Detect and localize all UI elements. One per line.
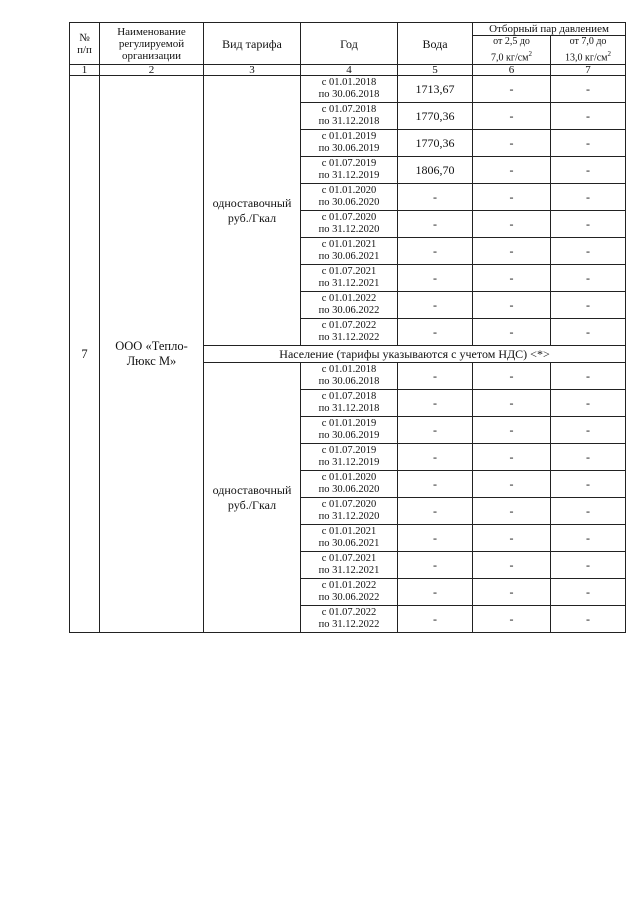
period-cell [301,130,398,157]
steam-high-value: - [551,579,626,606]
header-steam-low: от 2,5 до 7,0 $кг/см^2$ [473,36,551,65]
steam-low-value: - [473,103,551,130]
tariff-row [70,76,626,103]
steam-low-value: - [473,265,551,292]
steam-low-value: - [473,211,551,238]
steam-high-value: - [551,471,626,498]
period-cell [301,184,398,211]
column-numbers-row [70,65,626,76]
population-section-title: Население (тарифы указываются с учетом НДС) <*> [204,346,626,363]
header-organization: Наименование регулируемой организации [100,23,204,65]
water-tariff-value: - [398,498,473,525]
text-line: по 30.06.2020 [318,484,380,496]
text-line: по 30.06.2021 [318,251,380,263]
text-line: Люкс М» [126,354,177,369]
period-cell [301,471,398,498]
text-line: с 01.01.2021 [321,526,377,538]
water-tariff-value: - [398,606,473,633]
text-line: с 01.07.2020 [321,499,377,511]
period-cell [301,76,398,103]
steam-high-value: - [551,444,626,471]
text-line: по 31.12.2021 [318,565,380,577]
steam-low-value: - [473,579,551,606]
text-line: с 01.01.2020 [321,472,377,484]
text-line: с 01.07.2021 [321,266,377,278]
text-line: с 01.07.2019 [321,445,377,457]
period-cell [301,606,398,633]
text-line: по 31.12.2020 [318,224,380,236]
steam-high-value: - [551,184,626,211]
row-number: 7 [70,76,100,633]
water-tariff-value: - [398,552,473,579]
text-line: по 30.06.2022 [318,592,380,604]
steam-low-value: - [473,525,551,552]
text-line: по 31.12.2019 [318,170,380,182]
period-cell [301,103,398,130]
text-line: руб./Гкал [227,497,277,512]
water-tariff-value: - [398,184,473,211]
tariff-kind [204,76,301,346]
column-number: 3 [204,65,301,76]
text-line: по 30.06.2019 [318,430,380,442]
text-line: с 01.01.2022 [321,580,377,592]
period-cell [301,157,398,184]
column-number: 5 [398,65,473,76]
steam-high-value: - [551,292,626,319]
steam-high-value: - [551,390,626,417]
steam-low-value: - [473,76,551,103]
header-tariff-kind: Вид тарифа [204,23,301,65]
water-tariff-value: - [398,319,473,346]
steam-high-value: - [551,157,626,184]
text-line: по 30.06.2018 [318,89,380,101]
steam-low-value: - [473,292,551,319]
steam-low-value: - [473,498,551,525]
steam-low-value: - [473,319,551,346]
steam-high-value: - [551,319,626,346]
text-line: с 01.07.2020 [321,212,377,224]
steam-low-value: - [473,157,551,184]
period-cell [301,444,398,471]
text-line: с 01.07.2021 [321,553,377,565]
text-line: с 01.01.2018 [321,364,377,376]
text-line: по 30.06.2022 [318,305,380,317]
header-year: Год [301,23,398,65]
steam-high-value: - [551,363,626,390]
header-steam-high: от 7,0 до 13,0 $кг/см^2$ [551,36,626,65]
tariff-kind [204,363,301,633]
text-line: руб./Гкал [227,210,277,225]
period-cell [301,238,398,265]
steam-high-value: - [551,103,626,130]
water-tariff-value: - [398,579,473,606]
water-tariff-value: 1806,70 [398,157,473,184]
steam-high-value: - [551,498,626,525]
period-cell [301,265,398,292]
text-line: по 30.06.2021 [318,538,380,550]
text-line: по 31.12.2021 [318,278,380,290]
text-line: по 31.12.2018 [318,116,380,128]
period-cell [301,498,398,525]
period-cell [301,525,398,552]
text-line: с 01.07.2018 [321,104,377,116]
steam-high-value: - [551,265,626,292]
steam-high-value: - [551,130,626,157]
water-tariff-value: - [398,390,473,417]
steam-low-value: - [473,417,551,444]
steam-low-value: - [473,238,551,265]
water-tariff-value: - [398,471,473,498]
water-tariff-value: - [398,238,473,265]
steam-low-value: - [473,390,551,417]
period-cell [301,417,398,444]
text-line: с 01.01.2019 [321,131,377,143]
text-line: по 31.12.2020 [318,511,380,523]
steam-low-value: - [473,184,551,211]
steam-high-value: - [551,76,626,103]
text-line: одноставочный [212,195,292,210]
text-line: с 01.01.2021 [321,239,377,251]
steam-high-value: - [551,211,626,238]
text-line: по 31.12.2022 [318,619,380,631]
column-number: 1 [70,65,100,76]
water-tariff-value: - [398,363,473,390]
steam-low-value: - [473,606,551,633]
tariff-table [69,22,626,633]
steam-high-value: - [551,525,626,552]
text-line: с 01.07.2018 [321,391,377,403]
tariff-body [70,76,626,633]
column-number: 6 [473,65,551,76]
text-line: по 31.12.2019 [318,457,380,469]
steam-low-value: - [473,471,551,498]
steam-low-value: - [473,552,551,579]
text-line: по 30.06.2019 [318,143,380,155]
steam-high-value: - [551,238,626,265]
water-tariff-value: - [398,417,473,444]
steam-low-value: - [473,444,551,471]
water-tariff-value: - [398,525,473,552]
text-line: по 30.06.2020 [318,197,380,209]
organization-name [100,76,204,633]
water-tariff-value: - [398,292,473,319]
column-number: 7 [551,65,626,76]
text-line: с 01.01.2022 [321,293,377,305]
header-number: № п/п [70,23,100,65]
water-tariff-value: 1713,67 [398,76,473,103]
water-tariff-value: - [398,265,473,292]
period-cell [301,390,398,417]
steam-low-value: - [473,363,551,390]
water-tariff-value: 1770,36 [398,130,473,157]
text-line: по 31.12.2018 [318,403,380,415]
period-cell [301,579,398,606]
period-cell [301,319,398,346]
text-line: по 30.06.2018 [318,376,380,388]
water-tariff-value: 1770,36 [398,103,473,130]
text-line: с 01.07.2022 [321,320,377,332]
text-line: по 31.12.2022 [318,332,380,344]
period-cell [301,363,398,390]
text-line: с 01.07.2019 [321,158,377,170]
text-line: ООО «Тепло- [115,339,188,354]
text-line: одноставочный [212,482,292,497]
text-line: с 01.07.2022 [321,607,377,619]
steam-low-value: - [473,130,551,157]
text-line: с 01.01.2019 [321,418,377,430]
period-cell [301,211,398,238]
steam-high-value: - [551,552,626,579]
column-number: 4 [301,65,398,76]
water-tariff-value: - [398,444,473,471]
period-cell [301,552,398,579]
water-tariff-value: - [398,211,473,238]
header-water: Вода [398,23,473,65]
text-line: с 01.01.2018 [321,77,377,89]
period-cell [301,292,398,319]
header-steam-group: Отборный пар давлением [473,23,626,36]
steam-high-value: - [551,417,626,444]
text-line: с 01.01.2020 [321,185,377,197]
column-number: 2 [100,65,204,76]
steam-high-value: - [551,606,626,633]
